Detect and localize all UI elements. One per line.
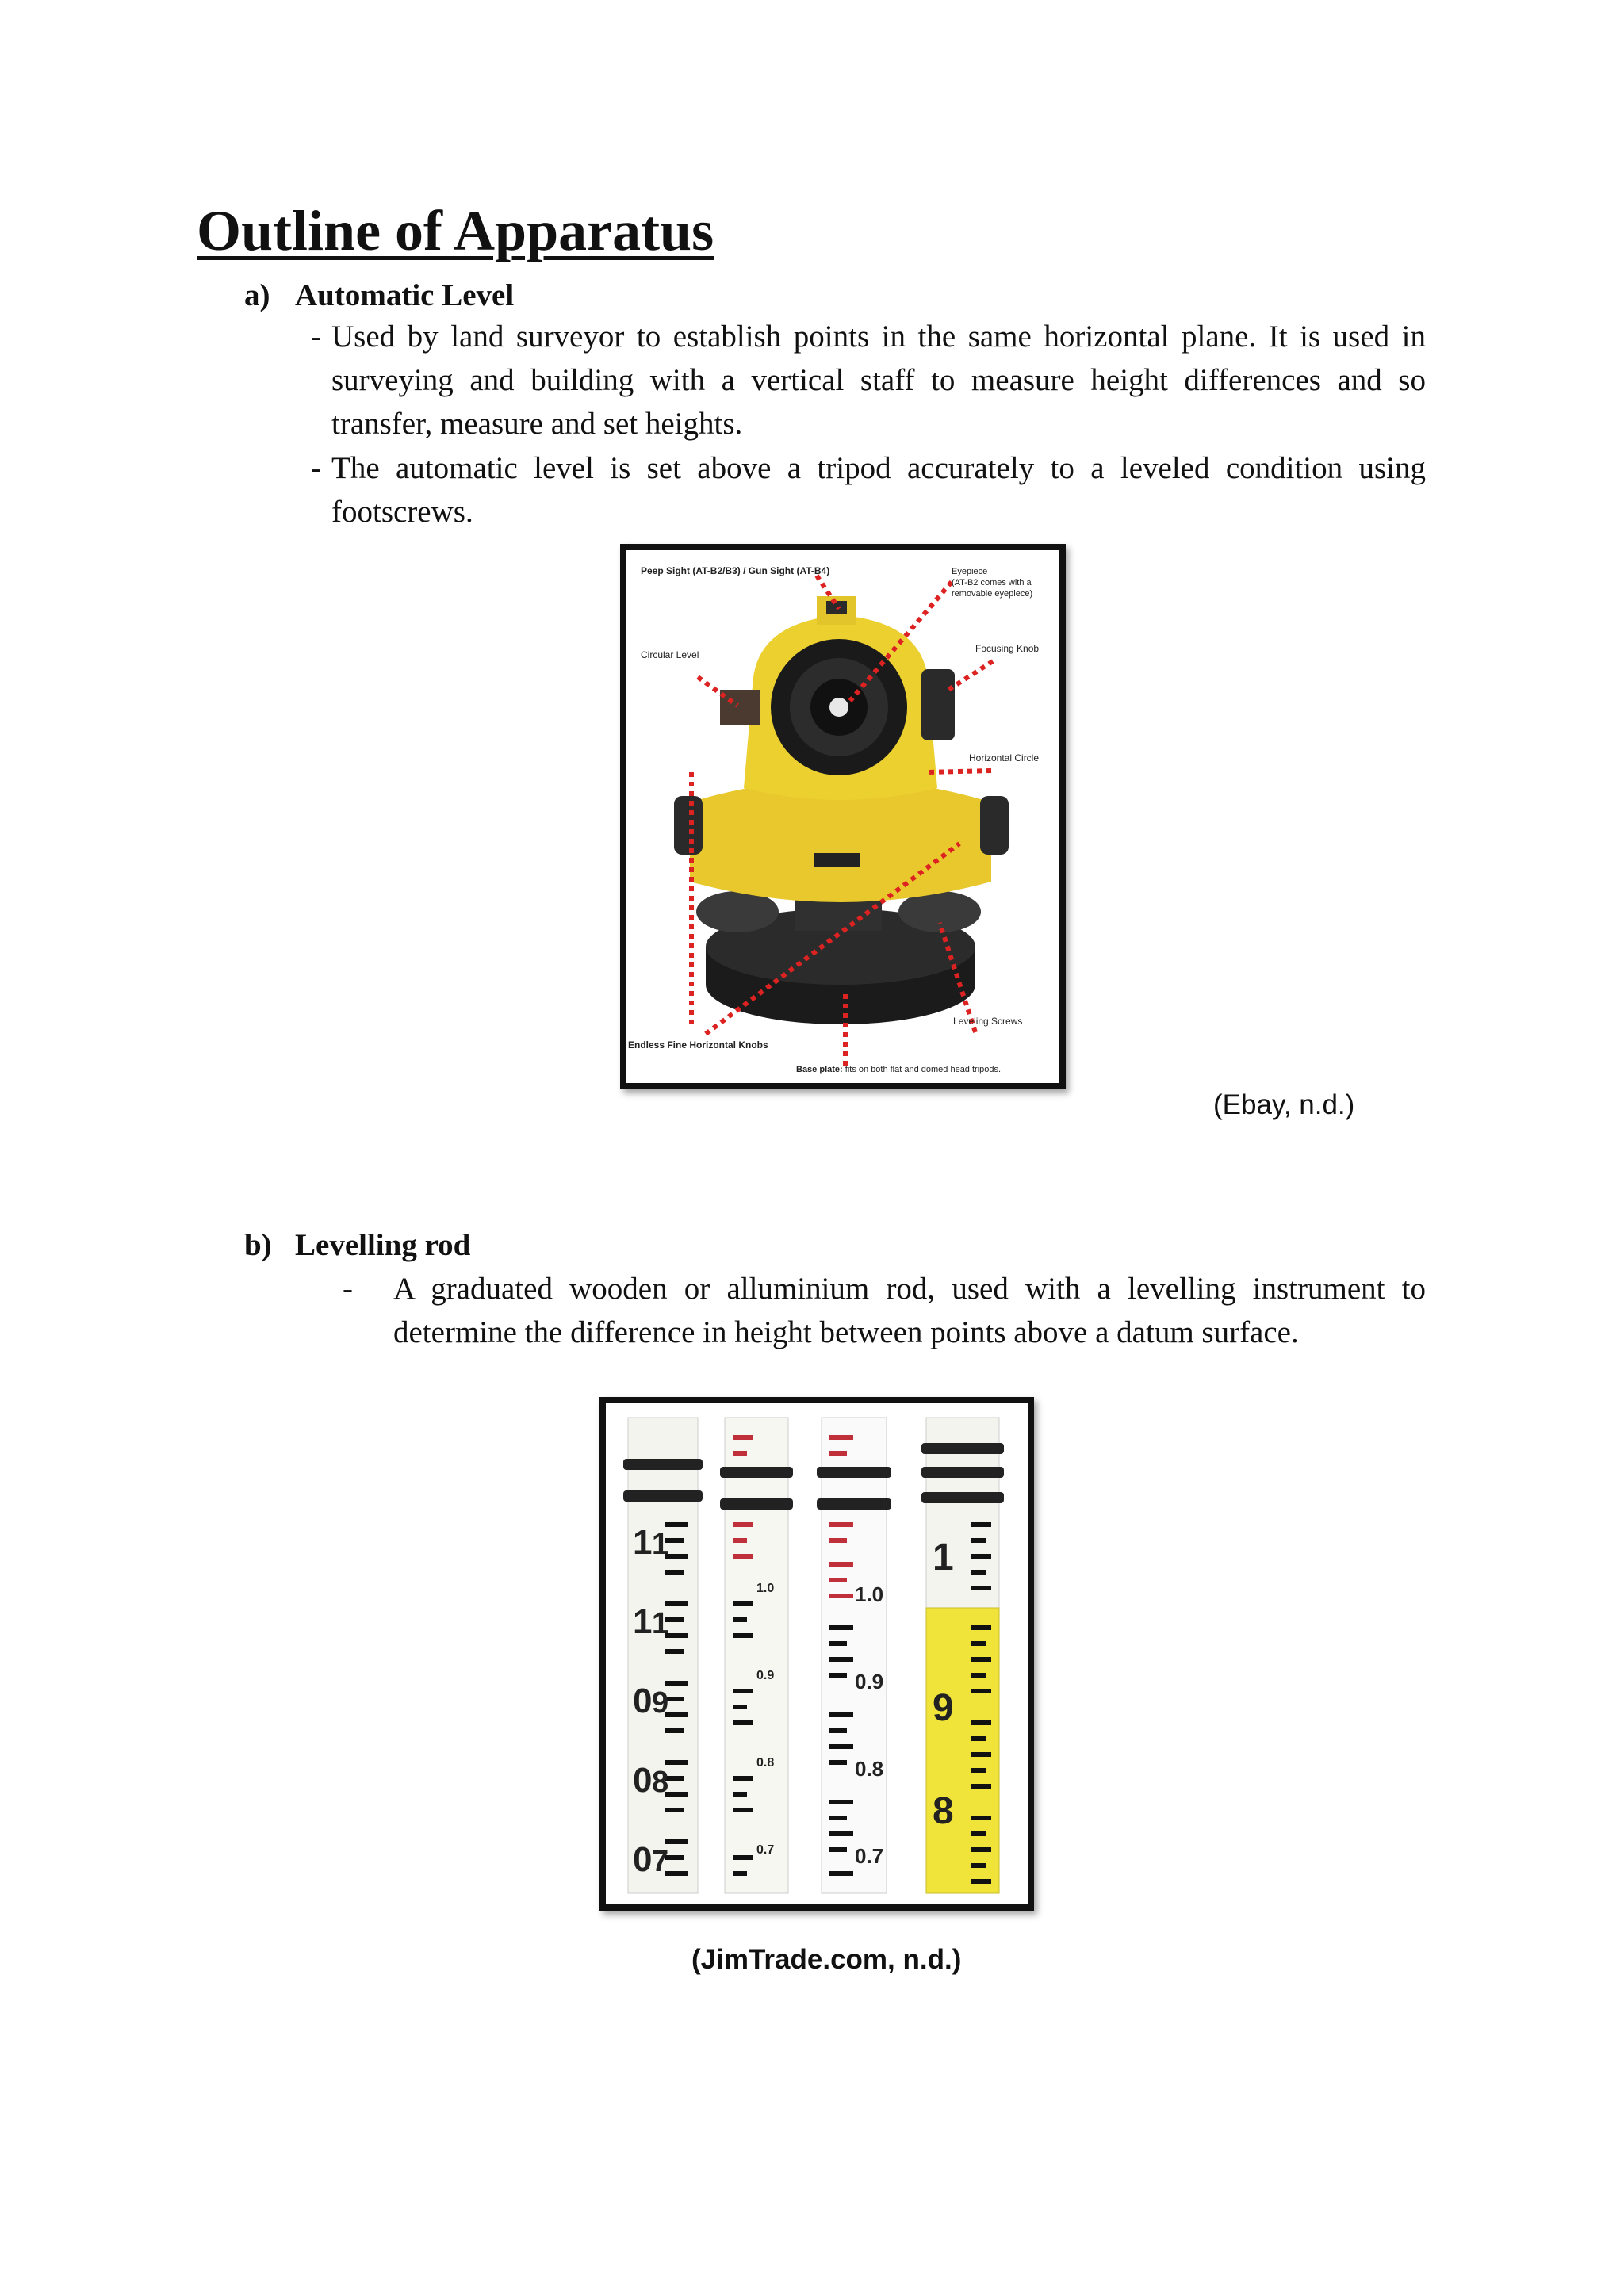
eyepiece-label-3: removable eyepiece)	[952, 589, 1033, 599]
rod-2-number-3: 0.8	[756, 1756, 775, 1770]
rod-3-number-4: 0.7	[855, 1844, 884, 1868]
rod-1-digit-4: 8	[652, 1766, 669, 1799]
bullet-text: Used by land surveyor to establish points in the same horizontal plane. It is used in surveying and building with a vertical staff to measure height differences and so transfer, measure and set heights.	[331, 320, 1426, 441]
section-b-bullet-1: - A graduated wooden or alluminium rod, used with a levelling instrument to determine the difference in height between points above a datum surface.	[343, 1272, 1426, 1349]
bullet-text: The automatic level is set above a tripod accurately to a leveled condition using footscrews.	[331, 451, 1426, 529]
rod-4-number-3: 8	[933, 1790, 954, 1832]
section-a-title: Automatic Level	[295, 278, 515, 312]
base-plate-bold: Base plate:	[796, 1065, 843, 1074]
section-a-bullet-2: - The automatic level is set above a tripod accurately to a leveled condition using footscrews.	[311, 451, 1426, 529]
rod-1-number-1: 1	[633, 1523, 653, 1562]
rod-1-digit-5: 7	[652, 1845, 669, 1878]
rod-1-number-2: 1	[633, 1602, 653, 1641]
section-b-heading	[244, 1227, 470, 1263]
leveling-screws-label: Leveling Screws	[953, 1016, 1023, 1027]
rod-3-number-2: 0.9	[855, 1670, 884, 1693]
page-title: Outline of Apparatus	[197, 199, 714, 262]
eyepiece-label-2: (AT-B2 comes with a	[952, 578, 1032, 587]
rod-1	[623, 1418, 703, 1893]
section-a-letter: a)	[244, 278, 270, 312]
levelling-rod-figure	[599, 1397, 1034, 1911]
section-b-title: Levelling rod	[295, 1228, 471, 1262]
section-a-bullet-1: - Used by land surveyor to establish points in the same horizontal plane. It is used in surveying and building with a vertical staff to measure height differences and so transfer, measure and set heights.	[311, 320, 1426, 441]
rod-4-number-1: 1	[933, 1536, 954, 1578]
rod-1-number-5: 0	[633, 1840, 653, 1879]
rod-4-number-2: 9	[933, 1687, 954, 1729]
fine-knobs-label: Endless Fine Horizontal Knobs	[628, 1039, 768, 1050]
circular-level-label: Circular Level	[641, 649, 699, 660]
focusing-knob-label: Focusing Knob	[975, 643, 1040, 654]
rod-1-digit-2: 1	[652, 1607, 669, 1640]
rod-2-number-2: 0.9	[756, 1669, 775, 1682]
rod-1-number-4: 0	[633, 1761, 653, 1800]
automatic-level-figure	[620, 544, 1066, 1089]
base-plate-label	[796, 1065, 1001, 1074]
bullet-text: A graduated wooden or alluminium rod, used with a levelling instrument to determine the difference in height between points above a datum surface.	[393, 1272, 1426, 1349]
rod-4	[921, 1418, 1004, 1893]
rod-3	[817, 1418, 891, 1893]
horizontal-circle-label: Horizontal Circle	[969, 752, 1040, 763]
rod-2-number-4: 0.7	[756, 1843, 775, 1857]
rod-2-number-1: 1.0	[756, 1582, 775, 1595]
rod-1-digit-1: 1	[652, 1528, 669, 1561]
peep-sight-label: Peep Sight (AT-B2/B3) / Gun Sight (AT-B4)	[641, 565, 830, 576]
figure-b-caption: (JimTrade.com, n.d.)	[691, 1944, 962, 1975]
base-plate-rest: fits on both flat and domed head tripods.	[842, 1065, 1002, 1074]
section-b-letter: b)	[244, 1228, 272, 1262]
rod-3-number-3: 0.8	[855, 1757, 884, 1781]
rod-3-number-1: 1.0	[855, 1582, 884, 1606]
automatic-level-illustration	[626, 550, 1059, 1083]
eyepiece-label-1: Eyepiece	[952, 567, 988, 576]
rod-1-digit-3: 9	[652, 1686, 669, 1720]
levelling-rods-illustration	[606, 1403, 1028, 1904]
figure-a-caption: (Ebay, n.d.)	[1213, 1089, 1355, 1120]
rod-1-number-3: 0	[633, 1682, 653, 1720]
rod-2	[720, 1418, 793, 1893]
section-a-heading	[244, 277, 514, 313]
